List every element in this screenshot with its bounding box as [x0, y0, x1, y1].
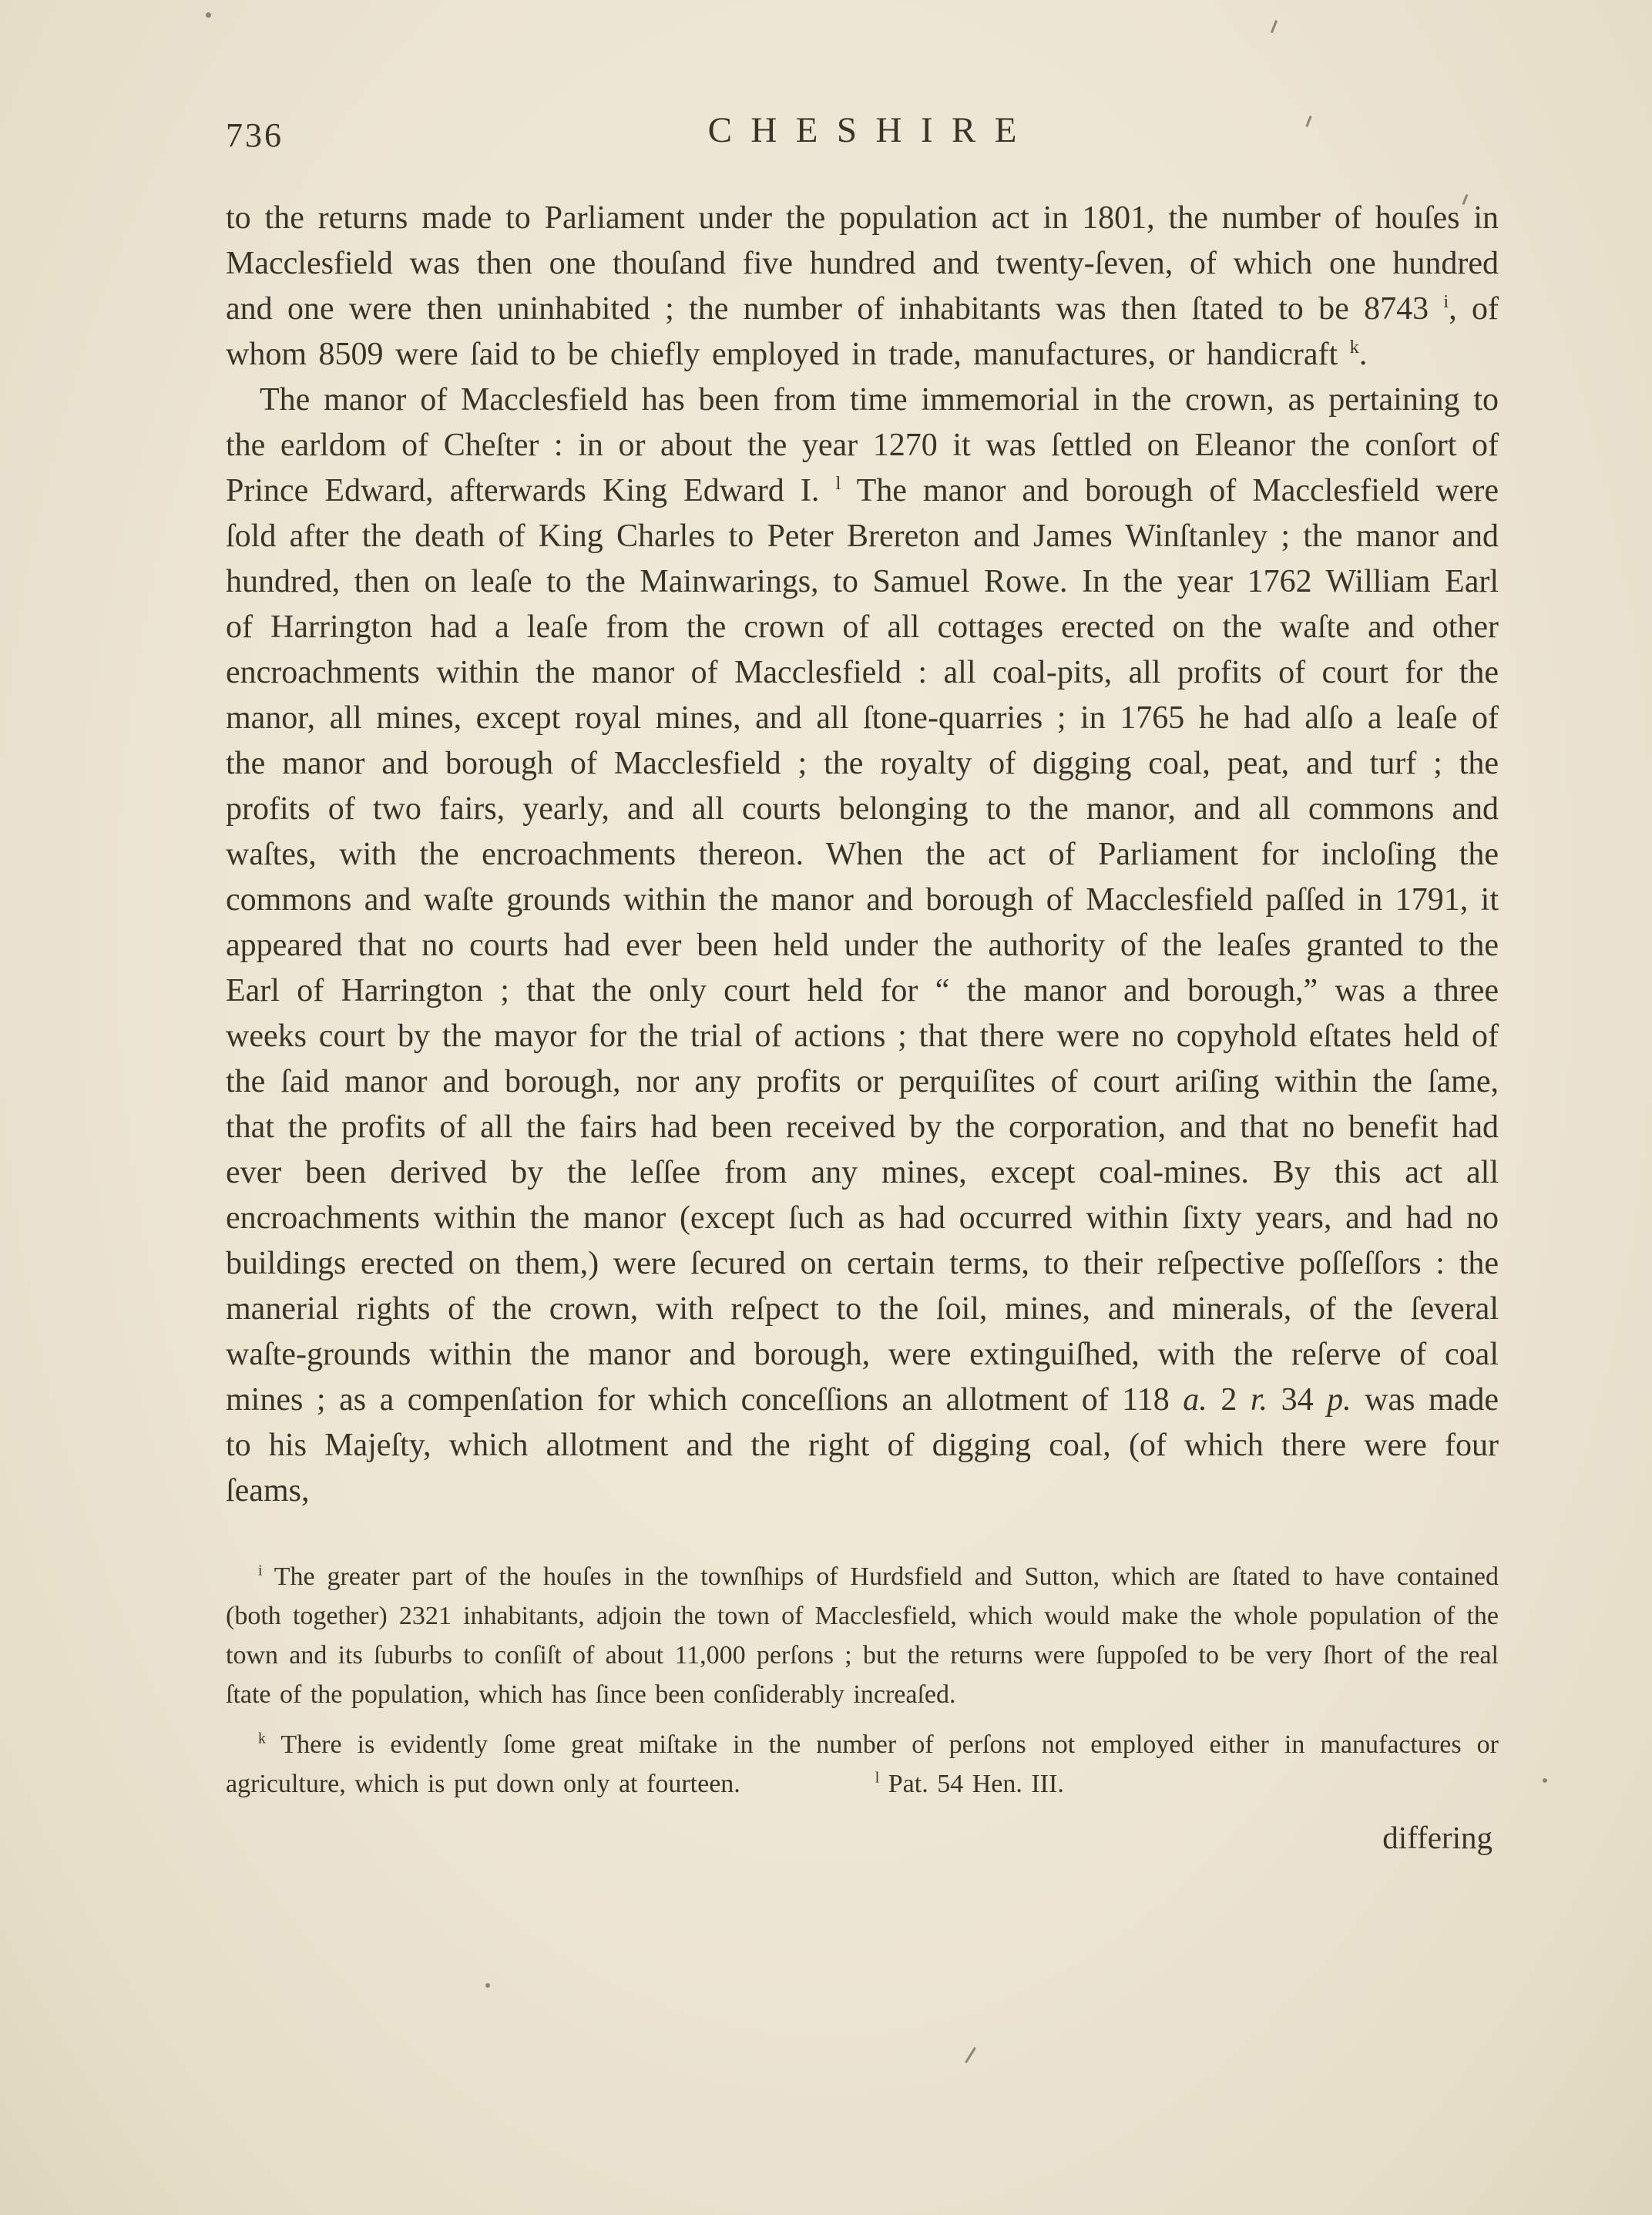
- page-header: [226, 108, 1499, 163]
- footnote-k: [226, 1725, 1499, 1804]
- footnote-k-text: $^k$ There is evidently ſome great miſtake in the number of perſons not employed either in manufactures or agriculture, which is put down only at fourteen.: [226, 1730, 1499, 1798]
- scan-speck: [485, 1983, 490, 1988]
- footnote-l-reference: $^l$ Pat. 54 Hen. III.: [875, 1769, 1064, 1798]
- footnotes: [226, 1557, 1499, 1804]
- footnote-i: $^i$ The greater part of the houſes in the townſhips of Hurdsfield and Sutton, which are ſtated to have contained (both together) 2321 inhabitants, adjoin the town of Macclesfield, which would make the whole population of the town and its ſuburbs to conſiſt of about 11,000 perſons ; but the returns were ſuppoſed to be very ſhort of the real ſtate of the population, which has ſince been conſiderably increaſed.: [226, 1562, 1499, 1709]
- page-content: [226, 108, 1499, 1856]
- body-text: [226, 196, 1499, 1514]
- paragraph-manor-history: The manor of Macclesfield has been from time immemorial in the crown, as pertaining to the earldom of Cheſter : in or about the year 1270 it was ſettled on Eleanor the conſort of Prince Edward, afterwards King Edward I. $^l$ The manor and borough of Macclesfield were ſold after the death of King Charles to Peter Brereton and James Winſtanley ; the manor and hundred, then on leaſe to the Mainwarings, to Samuel Rowe. In the year 1762 William Earl of Harrington had a leaſe from the crown of all cottages erected on the waſte and other encroachments within the manor of Macclesfield : all coal-pits, all profits of court for the manor, all mines, except royal mines, and all ſtone-quarries ; in 1765 he had alſo a leaſe of the manor and borough of Macclesfield ; the royalty of digging coal, peat, and turf ; the profits of two fairs, yearly, and all courts belonging to the manor, and all commons and waſtes, with the encroachments thereon. When the act of Parliament for incloſing the commons and waſte grounds within the manor and borough of Macclesfield paſſed in 1791, it appeared that no courts had ever been held under the authority of the leaſes granted to the Earl of Harrington ; that the only court held for “ the manor and borough,” was a three weeks court by the mayor for the trial of actions ; that there were no copyhold eſtates held of the ſaid manor and borough, nor any profits or perquiſites of court ariſing within the ſame, that the profits of all the fairs had been received by the corporation, and that no benefit had ever been derived by the leſſee from any mines, except coal-mines. By this act all encroachments within the manor (except ſuch as had occurred within ſixty years, and had no buildings erected on them,) were ſecured on certain terms, to their reſpective poſſeſſors : the manerial rights of the crown, with reſpect to the ſoil, mines, and minerals, of the ſeveral waſte-grounds within the manor and borough, were extinguiſhed, with the reſerve of coal mines ; as a compenſation for which conceſſions an allotment of 118 a. 2 r. 34 p. was made to his Majeſty, which allotment and the right of digging coal, (of which there were four ſeams,: [226, 382, 1499, 1509]
- running-title: CHESHIRE: [707, 110, 1036, 150]
- paragraph-population-returns: to the returns made to Parliament under the population act in 1801, the number of houſes in Macclesfield was then one thouſand five hundred and twenty-ſeven, of which one hundred and one were then uninhabited ; the number of inhabitants was then ſtated to be 8743 $^i$, of whom 8509 were ſaid to be chiefly employed in trade, manufactures, or handicraft $^k$.: [226, 200, 1499, 372]
- scan-speck: [206, 12, 211, 18]
- scan-speck: [1543, 1778, 1547, 1783]
- catchword: differing: [1382, 1820, 1493, 1855]
- page-number: 736: [226, 116, 284, 154]
